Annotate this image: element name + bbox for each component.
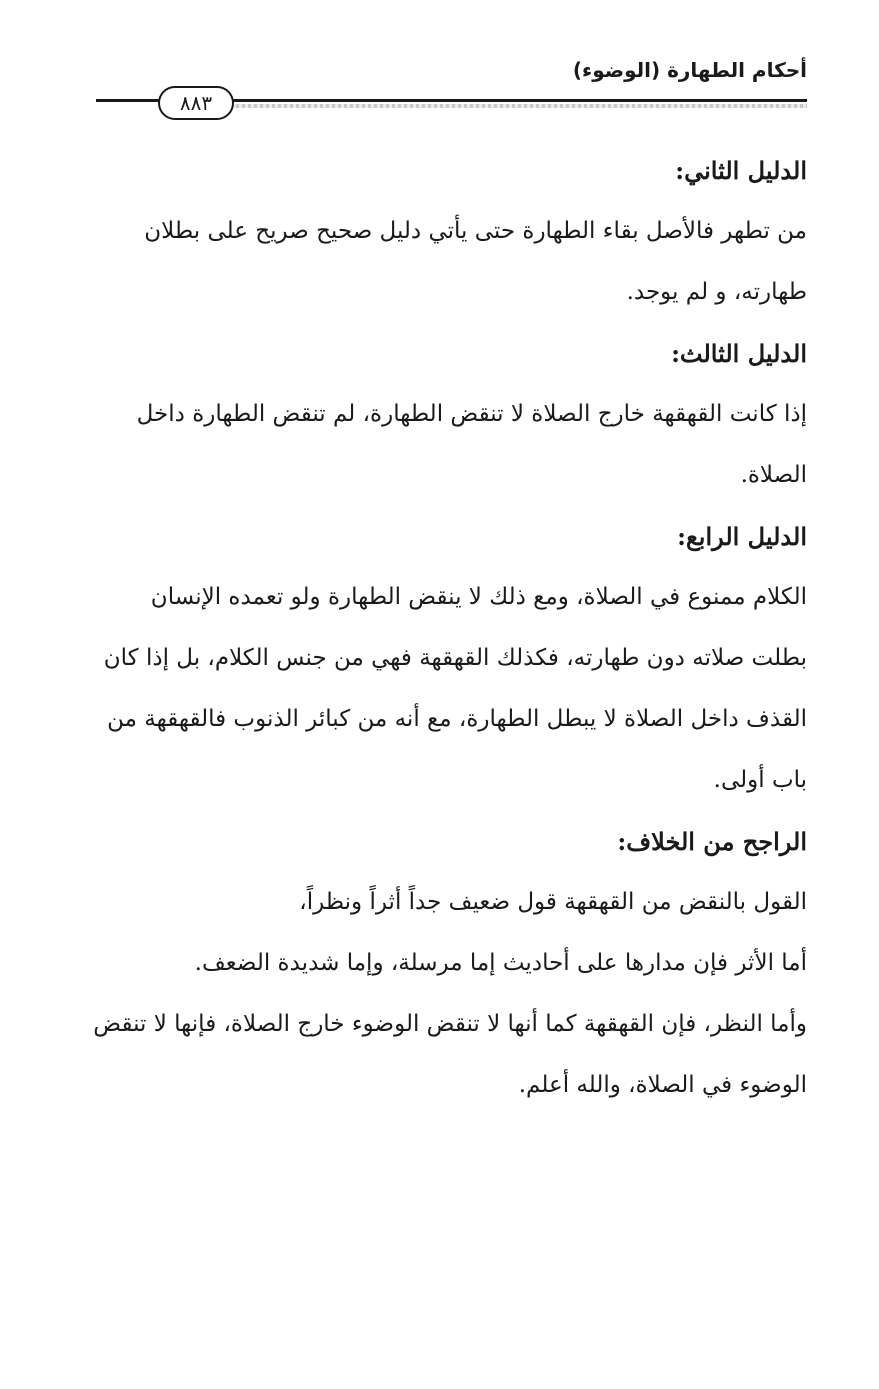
paragraph: إذا كانت القهقهة خارج الصلاة لا تنقض الطهارة، لم تنقض الطهارة داخل الصلاة. bbox=[136, 401, 807, 488]
header-rule-shadow bbox=[230, 104, 807, 108]
section-heading: الدليل الرابع: bbox=[677, 522, 807, 551]
section-heading: الدليل الثالث: bbox=[671, 339, 807, 368]
paragraph: الكلام ممنوع في الصلاة، ومع ذلك لا ينقض الطهارة ولو تعمده الإنسان بطلت صلاته دون طهارته، فكذلك القهقهة فهي من جنس الكلام، بل إذا كان القذف داخل الصلاة لا يبطل الطهارة، مع أنه من كبائر الذنوب فالقهقهة من باب أولى. bbox=[103, 584, 807, 793]
section-heading: الدليل الثاني: bbox=[675, 156, 807, 185]
section-heading: الراجح من الخلاف: bbox=[617, 827, 807, 856]
page-body bbox=[90, 140, 807, 1116]
paragraph: القول بالنقض من القهقهة قول ضعيف جداً أثراً ونظراً، bbox=[299, 889, 807, 915]
paragraph: وأما النظر، فإن القهقهة كما أنها لا تنقض الوضوء خارج الصلاة، فإنها لا تنقض الوضوء في الصلاة، والله أعلم. bbox=[93, 1011, 807, 1098]
paragraph: من تطهر فالأصل بقاء الطهارة حتى يأتي دليل صحيح صريح على بطلان طهارته، و لم يوجد. bbox=[144, 218, 807, 305]
page-number: ٨٨٣ bbox=[158, 86, 234, 120]
paragraph: أما الأثر فإن مدارها على أحاديث إما مرسلة، وإما شديدة الضعف. bbox=[194, 950, 807, 976]
running-head: أحكام الطهارة (الوضوء) bbox=[572, 58, 807, 82]
